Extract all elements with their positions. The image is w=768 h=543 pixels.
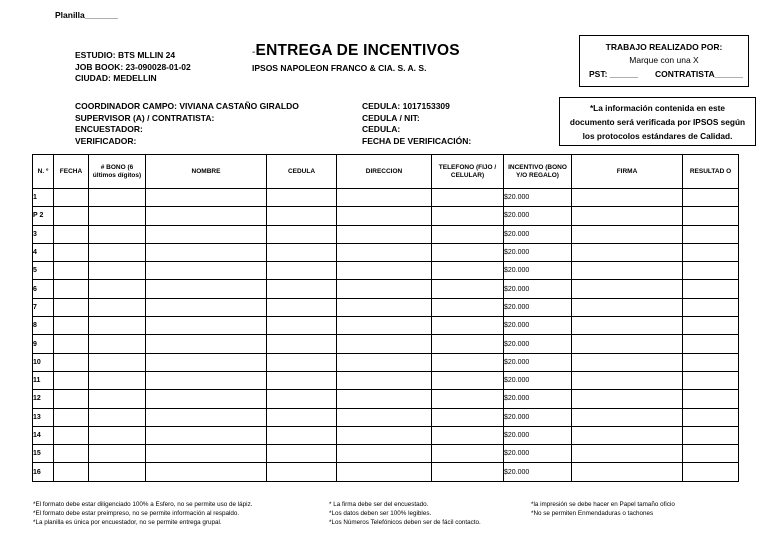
footnotes-col-2 — [329, 500, 481, 527]
cell-bono[interactable] — [89, 225, 146, 243]
footnote: *La planilla es única por encuestador, no se permite entrega grupal. — [33, 519, 222, 526]
cell-nombre[interactable] — [146, 353, 267, 371]
cell-n: 15 — [33, 445, 54, 463]
surveyor-line: ENCUESTADOR: — [75, 124, 143, 134]
table-row — [33, 335, 739, 353]
cell-resultado[interactable] — [683, 262, 739, 280]
cell-resultado[interactable] — [683, 189, 739, 207]
table-row — [33, 445, 739, 463]
col-header-bono: # BONO (6 últimos dígitos) — [89, 155, 146, 189]
cell-fecha[interactable] — [54, 243, 89, 261]
col-header-name: NOMBRE — [146, 155, 267, 189]
footnote: *Los Números Telefónicos deben ser de fácil contacto. — [329, 519, 481, 526]
work-done-box — [579, 35, 749, 87]
cell-resultado[interactable] — [683, 390, 739, 408]
cell-resultado[interactable] — [683, 280, 739, 298]
cell-nombre[interactable] — [146, 280, 267, 298]
cell-resultado[interactable] — [683, 298, 739, 316]
cell-nombre[interactable] — [146, 408, 267, 426]
cell-n: 12 — [33, 390, 54, 408]
cell-telefono[interactable] — [432, 298, 504, 316]
cell-incentivo: $20.000 — [504, 317, 572, 335]
table-row — [33, 225, 739, 243]
cell-nombre[interactable] — [146, 445, 267, 463]
footnotes-col-1 — [33, 500, 252, 527]
cell-resultado[interactable] — [683, 353, 739, 371]
verification-date-line: FECHA DE VERIFICACIÓN: — [362, 135, 472, 146]
cell-cedula[interactable] — [267, 317, 337, 335]
table-header-row — [33, 155, 739, 189]
cell-fecha[interactable] — [54, 445, 89, 463]
footnote: * La firma debe ser del encuestado. — [329, 501, 429, 508]
cell-telefono[interactable] — [432, 371, 504, 389]
cell-incentivo: $20.000 — [504, 408, 572, 426]
cell-incentivo: $20.000 — [504, 390, 572, 408]
cell-resultado[interactable] — [683, 243, 739, 261]
cell-cedula[interactable] — [267, 225, 337, 243]
cell-fecha[interactable] — [54, 371, 89, 389]
col-header-signature: FIRMA — [572, 155, 683, 189]
table-row — [33, 408, 739, 426]
cell-n: 3 — [33, 225, 54, 243]
cell-cedula[interactable] — [267, 189, 337, 207]
cell-resultado[interactable] — [683, 371, 739, 389]
title-text: ENTREGA DE INCENTIVOS — [255, 42, 460, 59]
cell-direccion[interactable] — [337, 426, 432, 444]
cell-incentivo: $20.000 — [504, 463, 572, 481]
cell-cedula[interactable] — [267, 426, 337, 444]
cell-telefono[interactable] — [432, 207, 504, 225]
table-row — [33, 189, 739, 207]
cell-cedula[interactable] — [267, 207, 337, 225]
notice-line-2: documento será verificada por IPSOS según — [569, 117, 746, 127]
cell-fecha[interactable] — [54, 317, 89, 335]
cell-firma[interactable] — [572, 353, 683, 371]
cell-firma[interactable] — [572, 207, 683, 225]
cell-nombre[interactable] — [146, 225, 267, 243]
table-row — [33, 317, 739, 335]
cell-firma[interactable] — [572, 445, 683, 463]
cell-firma[interactable] — [572, 426, 683, 444]
cell-bono[interactable] — [89, 445, 146, 463]
cell-firma[interactable] — [572, 408, 683, 426]
footnotes-col-3 — [531, 500, 675, 518]
cell-bono[interactable] — [89, 390, 146, 408]
cell-direccion[interactable] — [337, 371, 432, 389]
cell-n: 1 — [33, 189, 54, 207]
cell-incentivo: $20.000 — [504, 445, 572, 463]
incentives-table — [32, 154, 739, 482]
cell-fecha[interactable] — [54, 189, 89, 207]
cell-fecha[interactable] — [54, 262, 89, 280]
cell-n: 8 — [33, 317, 54, 335]
work-box-subtitle: Marque con una X — [629, 55, 699, 65]
cell-firma[interactable] — [572, 371, 683, 389]
cell-bono[interactable] — [89, 371, 146, 389]
cell-incentivo: $20.000 — [504, 353, 572, 371]
table-row — [33, 207, 739, 225]
title-prefix: - — [252, 47, 256, 58]
cell-firma[interactable] — [572, 189, 683, 207]
table-row — [33, 298, 739, 316]
cell-firma[interactable] — [572, 335, 683, 353]
cell-direccion[interactable] — [337, 243, 432, 261]
cell-bono[interactable] — [89, 207, 146, 225]
cell-cedula[interactable] — [267, 243, 337, 261]
cell-resultado[interactable] — [683, 225, 739, 243]
cell-direccion[interactable] — [337, 463, 432, 481]
table-row — [33, 426, 739, 444]
cell-fecha[interactable] — [54, 298, 89, 316]
cell-nombre[interactable] — [146, 207, 267, 225]
notice-line-1: *La información contenida en este — [589, 103, 726, 113]
cell-incentivo: $20.000 — [504, 426, 572, 444]
cell-n: 5 — [33, 262, 54, 280]
cell-resultado[interactable] — [683, 408, 739, 426]
pst-field[interactable]: PST: ______ — [589, 69, 639, 79]
cell-firma[interactable] — [572, 262, 683, 280]
cell-n: P 2 — [33, 207, 54, 225]
planilla-label: Planilla_______ — [55, 10, 118, 20]
cell-cedula[interactable] — [267, 371, 337, 389]
cell-n: 16 — [33, 463, 54, 481]
cell-telefono[interactable] — [432, 426, 504, 444]
cell-direccion[interactable] — [337, 353, 432, 371]
coordinator-id-line: CEDULA: 1017153309 — [362, 101, 450, 111]
cell-cedula[interactable] — [267, 298, 337, 316]
table-row — [33, 243, 739, 261]
cell-cedula[interactable] — [267, 390, 337, 408]
cell-fecha[interactable] — [54, 408, 89, 426]
cell-firma[interactable] — [572, 280, 683, 298]
cell-direccion[interactable] — [337, 390, 432, 408]
job-book-line: JOB BOOK: 23-090028-01-02 — [75, 61, 191, 72]
quality-notice — [559, 97, 756, 146]
cell-direccion[interactable] — [337, 280, 432, 298]
cell-bono[interactable] — [89, 317, 146, 335]
cell-telefono[interactable] — [432, 353, 504, 371]
cell-direccion[interactable] — [337, 408, 432, 426]
cell-incentivo: $20.000 — [504, 298, 572, 316]
footnote: *No se permiten Enmendaduras o tachones — [531, 510, 654, 517]
cell-fecha[interactable] — [54, 335, 89, 353]
contratista-field[interactable]: CONTRATISTA______ — [655, 69, 744, 79]
cell-bono[interactable] — [89, 298, 146, 316]
cell-bono[interactable] — [89, 426, 146, 444]
footnote: *El formato debe estar diligenciado 100% a Esfero, no se permite uso de lápiz. — [33, 501, 253, 508]
cell-resultado[interactable] — [683, 445, 739, 463]
cell-cedula[interactable] — [267, 408, 337, 426]
cell-n: 13 — [33, 408, 54, 426]
cell-fecha[interactable] — [54, 280, 89, 298]
table-row — [33, 353, 739, 371]
cell-nombre[interactable] — [146, 426, 267, 444]
cell-bono[interactable] — [89, 189, 146, 207]
cell-nombre[interactable] — [146, 335, 267, 353]
coordinator-line: COORDINADOR CAMPO: VIVIANA CASTAÑO GIRALDO — [75, 101, 299, 111]
cell-bono[interactable] — [89, 353, 146, 371]
cell-nombre[interactable] — [146, 317, 267, 335]
surveyor-id-line: CEDULA: — [362, 124, 401, 134]
cell-bono[interactable] — [89, 335, 146, 353]
cell-firma[interactable] — [572, 390, 683, 408]
staff-right — [362, 101, 471, 147]
cell-telefono[interactable] — [432, 189, 504, 207]
cell-direccion[interactable] — [337, 225, 432, 243]
cell-incentivo: $20.000 — [504, 243, 572, 261]
cell-telefono[interactable] — [432, 262, 504, 280]
col-header-result: RESULTAD O — [683, 155, 739, 189]
notice-line-3: los protocolos estándares de Calidad. — [582, 131, 733, 141]
cell-bono[interactable] — [89, 408, 146, 426]
cell-nombre[interactable] — [146, 371, 267, 389]
cell-firma[interactable] — [572, 243, 683, 261]
col-header-phone: TELEFONO (FIJO / CELULAR) — [432, 155, 504, 189]
cell-incentivo: $20.000 — [504, 262, 572, 280]
cell-telefono[interactable] — [432, 243, 504, 261]
col-header-address: DIRECCION — [337, 155, 432, 189]
cell-incentivo: $20.000 — [504, 280, 572, 298]
cell-bono[interactable] — [89, 262, 146, 280]
cell-firma[interactable] — [572, 463, 683, 481]
cell-telefono[interactable] — [432, 463, 504, 481]
cell-incentivo: $20.000 — [504, 335, 572, 353]
cell-n: 14 — [33, 426, 54, 444]
cell-nombre[interactable] — [146, 262, 267, 280]
cell-direccion[interactable] — [337, 298, 432, 316]
study-info — [75, 50, 191, 85]
cell-telefono[interactable] — [432, 225, 504, 243]
staff-left — [75, 101, 299, 147]
cell-direccion[interactable] — [337, 207, 432, 225]
cell-resultado[interactable] — [683, 426, 739, 444]
cell-telefono[interactable] — [432, 445, 504, 463]
cell-cedula[interactable] — [267, 463, 337, 481]
cell-resultado[interactable] — [683, 207, 739, 225]
footnote: *Los datos deben ser 100% legibles. — [329, 510, 432, 517]
company-name: IPSOS NAPOLEON FRANCO & CIA. S. A. S. — [252, 63, 427, 73]
cell-fecha[interactable] — [54, 207, 89, 225]
cell-n: 10 — [33, 353, 54, 371]
supervisor-line: SUPERVISOR (A) / CONTRATISTA: — [75, 112, 215, 123]
cell-fecha[interactable] — [54, 353, 89, 371]
cell-nombre[interactable] — [146, 243, 267, 261]
cell-cedula[interactable] — [267, 335, 337, 353]
cell-fecha[interactable] — [54, 225, 89, 243]
cell-fecha[interactable] — [54, 390, 89, 408]
col-header-date: FECHA — [54, 155, 89, 189]
cell-nombre[interactable] — [146, 189, 267, 207]
work-box-title: TRABAJO REALIZADO POR: — [605, 42, 723, 52]
cell-fecha[interactable] — [54, 426, 89, 444]
cell-bono[interactable] — [89, 463, 146, 481]
cell-bono[interactable] — [89, 280, 146, 298]
cell-cedula[interactable] — [267, 262, 337, 280]
cell-firma[interactable] — [572, 225, 683, 243]
cell-direccion[interactable] — [337, 335, 432, 353]
cell-incentivo: $20.000 — [504, 207, 572, 225]
table-row — [33, 463, 739, 481]
cell-resultado[interactable] — [683, 317, 739, 335]
city-line: CIUDAD: MEDELLIN — [75, 73, 157, 83]
cell-nombre[interactable] — [146, 463, 267, 481]
cell-resultado[interactable] — [683, 463, 739, 481]
cell-n: 4 — [33, 243, 54, 261]
table-row — [33, 390, 739, 408]
table-row — [33, 371, 739, 389]
study-line: ESTUDIO: BTS MLLIN 24 — [75, 50, 176, 60]
cell-telefono[interactable] — [432, 408, 504, 426]
cell-incentivo: $20.000 — [504, 225, 572, 243]
cell-nombre[interactable] — [146, 298, 267, 316]
cell-cedula[interactable] — [267, 280, 337, 298]
cell-n: 11 — [33, 371, 54, 389]
cell-telefono[interactable] — [432, 317, 504, 335]
cell-cedula[interactable] — [267, 353, 337, 371]
table-row — [33, 280, 739, 298]
col-header-incentive: INCENTIVO (BONO Y/O REGALO) — [504, 155, 572, 189]
cell-direccion[interactable] — [337, 262, 432, 280]
supervisor-id-line: CEDULA / NIT: — [362, 112, 420, 123]
cell-direccion[interactable] — [337, 189, 432, 207]
cell-n: 7 — [33, 298, 54, 316]
cell-telefono[interactable] — [432, 390, 504, 408]
cell-direccion[interactable] — [337, 445, 432, 463]
col-header-id: CEDULA — [267, 155, 337, 189]
cell-bono[interactable] — [89, 243, 146, 261]
cell-incentivo: $20.000 — [504, 371, 572, 389]
cell-firma[interactable] — [572, 298, 683, 316]
cell-firma[interactable] — [572, 317, 683, 335]
cell-telefono[interactable] — [432, 335, 504, 353]
footnote: *El formato debe estar preimpreso, no se permite información al respaldo. — [33, 510, 240, 517]
footnote: *la impresión se debe hacer en Papel tamaño oficio — [531, 501, 675, 508]
cell-resultado[interactable] — [683, 335, 739, 353]
cell-nombre[interactable] — [146, 390, 267, 408]
cell-telefono[interactable] — [432, 280, 504, 298]
page-title — [252, 42, 460, 60]
cell-n: 9 — [33, 335, 54, 353]
cell-cedula[interactable] — [267, 445, 337, 463]
cell-n: 6 — [33, 280, 54, 298]
cell-fecha[interactable] — [54, 463, 89, 481]
table-row — [33, 262, 739, 280]
col-header-number: N. º — [33, 155, 54, 189]
verifier-line: VERIFICADOR: — [75, 135, 137, 146]
cell-direccion[interactable] — [337, 317, 432, 335]
cell-incentivo: $20.000 — [504, 189, 572, 207]
